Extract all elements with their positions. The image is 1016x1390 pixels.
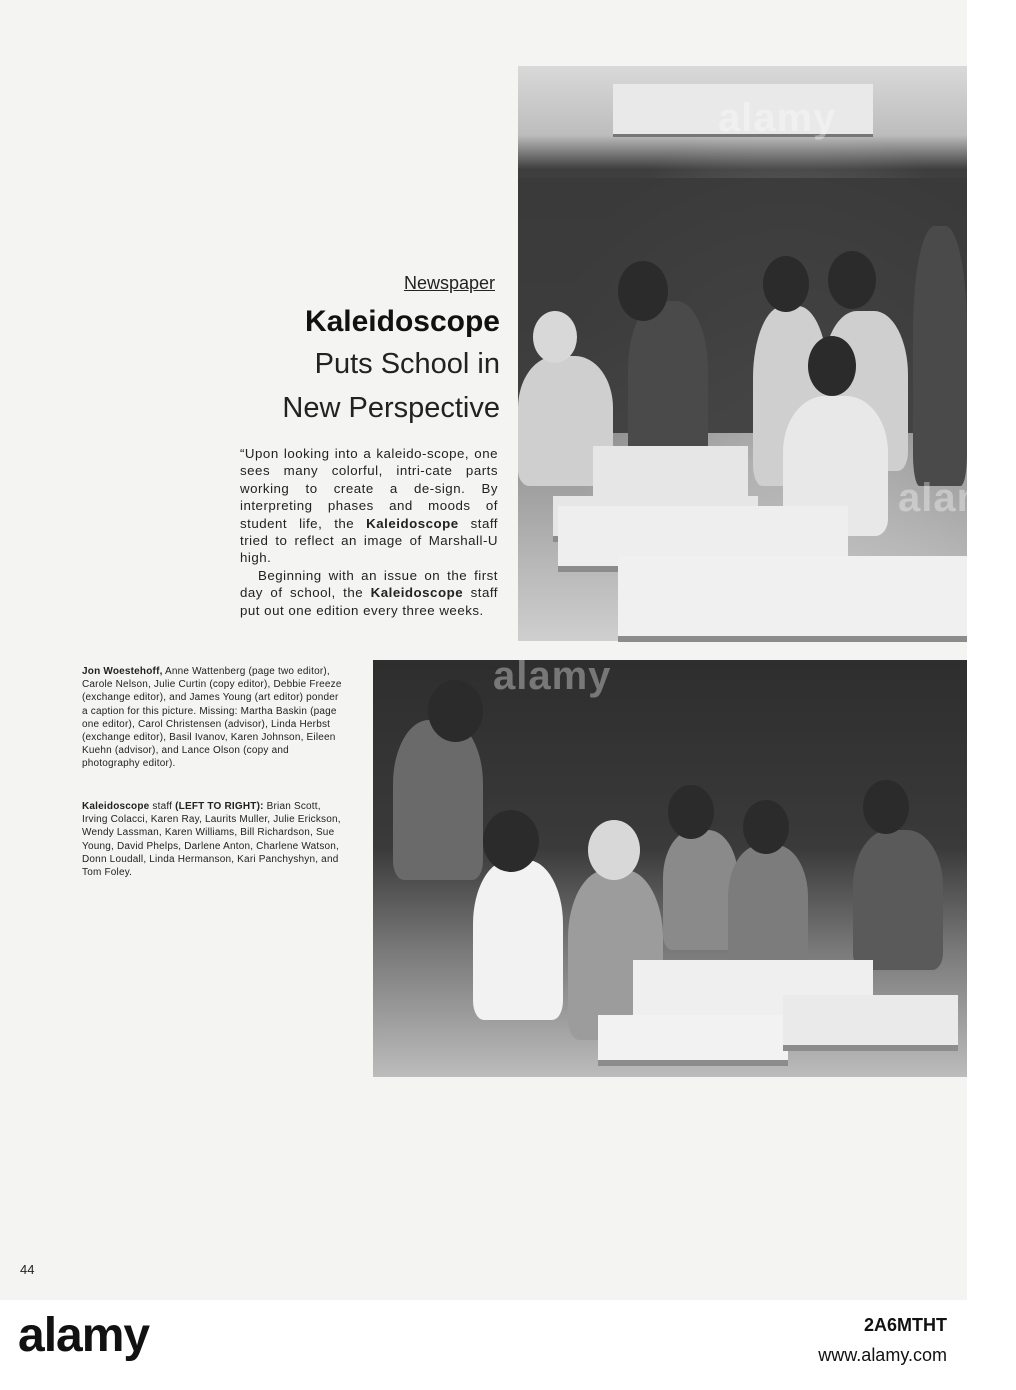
body-paragraph-2: [240, 567, 498, 619]
student-head: [828, 251, 876, 309]
caption-bold: (LEFT TO RIGHT):: [175, 801, 264, 812]
caption-text: Brian Scott, Irving Colacci, Karen Ray, Laurits Muller, Julie Erickson, Wendy Lassman, Karen Williams, Bill Richardson, Sue Young, David Phelps, Darlene Anton, Charlene Watson, Donn Loudall, Linda Hermanson, Kari Panchyshyn, and Tom Foley.: [82, 801, 341, 879]
student-head: [863, 780, 909, 834]
student-head: [668, 785, 714, 839]
student-figure: [728, 845, 808, 975]
caption-text: Anne Wattenberg (page two editor), Carole Nelson, Julie Curtin (copy editor), Debbie Freeze (exchange editor), and James Young (art editor) ponder a caption for this picture. Missing: Martha Baskin (page one editor), Carol Christensen (advisor), Linda Herbst (exchange editor), Basil Ivanov, Karen Johnson, Eileen Kuehn (advisor), and Lance Olson (copy and photography editor).: [82, 666, 342, 770]
body-text: “Upon looking into a kaleido-scope, one sees many colorful, intri-cate parts working to create a de-sign. By interpreting phases and moods of student life, the: [240, 446, 498, 531]
body-text: staff put out one edition every three weeks.: [240, 585, 498, 618]
student-head: [743, 800, 789, 854]
student-figure: [473, 860, 563, 1020]
desk: [598, 1015, 788, 1066]
student-head: [533, 311, 577, 363]
top-photo: [518, 66, 1016, 641]
alamy-logo: alamy: [18, 1309, 150, 1362]
section-label: Newspaper: [403, 273, 495, 293]
body-bold: Kaleidoscope: [370, 585, 464, 601]
caption-bold: Kaleidoscope: [82, 801, 150, 812]
student-figure: [853, 830, 943, 970]
body-text: Beginning with an issue on the first day of school, the: [240, 567, 498, 601]
page-number: 44: [20, 1262, 35, 1277]
watermark-logo: alamy: [898, 476, 1016, 520]
article-body: [240, 445, 498, 619]
caption-top-photo: [82, 665, 344, 771]
watermark-logo: alamy: [718, 96, 837, 140]
student-head: [483, 810, 539, 872]
headline-bold: Kaleidoscope: [304, 305, 500, 338]
student-figure: [393, 720, 483, 880]
caption-bottom-photo: [82, 800, 344, 879]
headline-line-2: Puts School in: [314, 348, 500, 380]
body-paragraph-1: [240, 445, 498, 567]
desk: [618, 556, 967, 642]
student-head: [618, 261, 668, 321]
student-figure: [913, 226, 967, 486]
bottom-photo: [373, 654, 967, 1077]
student-head: [763, 256, 809, 312]
body-bold: Kaleidoscope: [366, 515, 459, 531]
watermark-logo: alamy: [493, 654, 612, 698]
caption-text: staff: [149, 801, 176, 812]
student-head: [428, 680, 483, 742]
site-url: www.alamy.com: [818, 1345, 947, 1365]
image-id: 2A6MTHT: [863, 1315, 947, 1335]
student-head: [808, 336, 856, 396]
student-head: [588, 820, 640, 880]
body-text: staff tried to reflect an image of Marshall-U high.: [240, 515, 498, 566]
caption-bold: Jon Woestehoff,: [82, 666, 163, 677]
headline-line-3: New Perspective: [282, 392, 500, 424]
desk: [783, 995, 958, 1051]
student-figure: [663, 830, 738, 950]
